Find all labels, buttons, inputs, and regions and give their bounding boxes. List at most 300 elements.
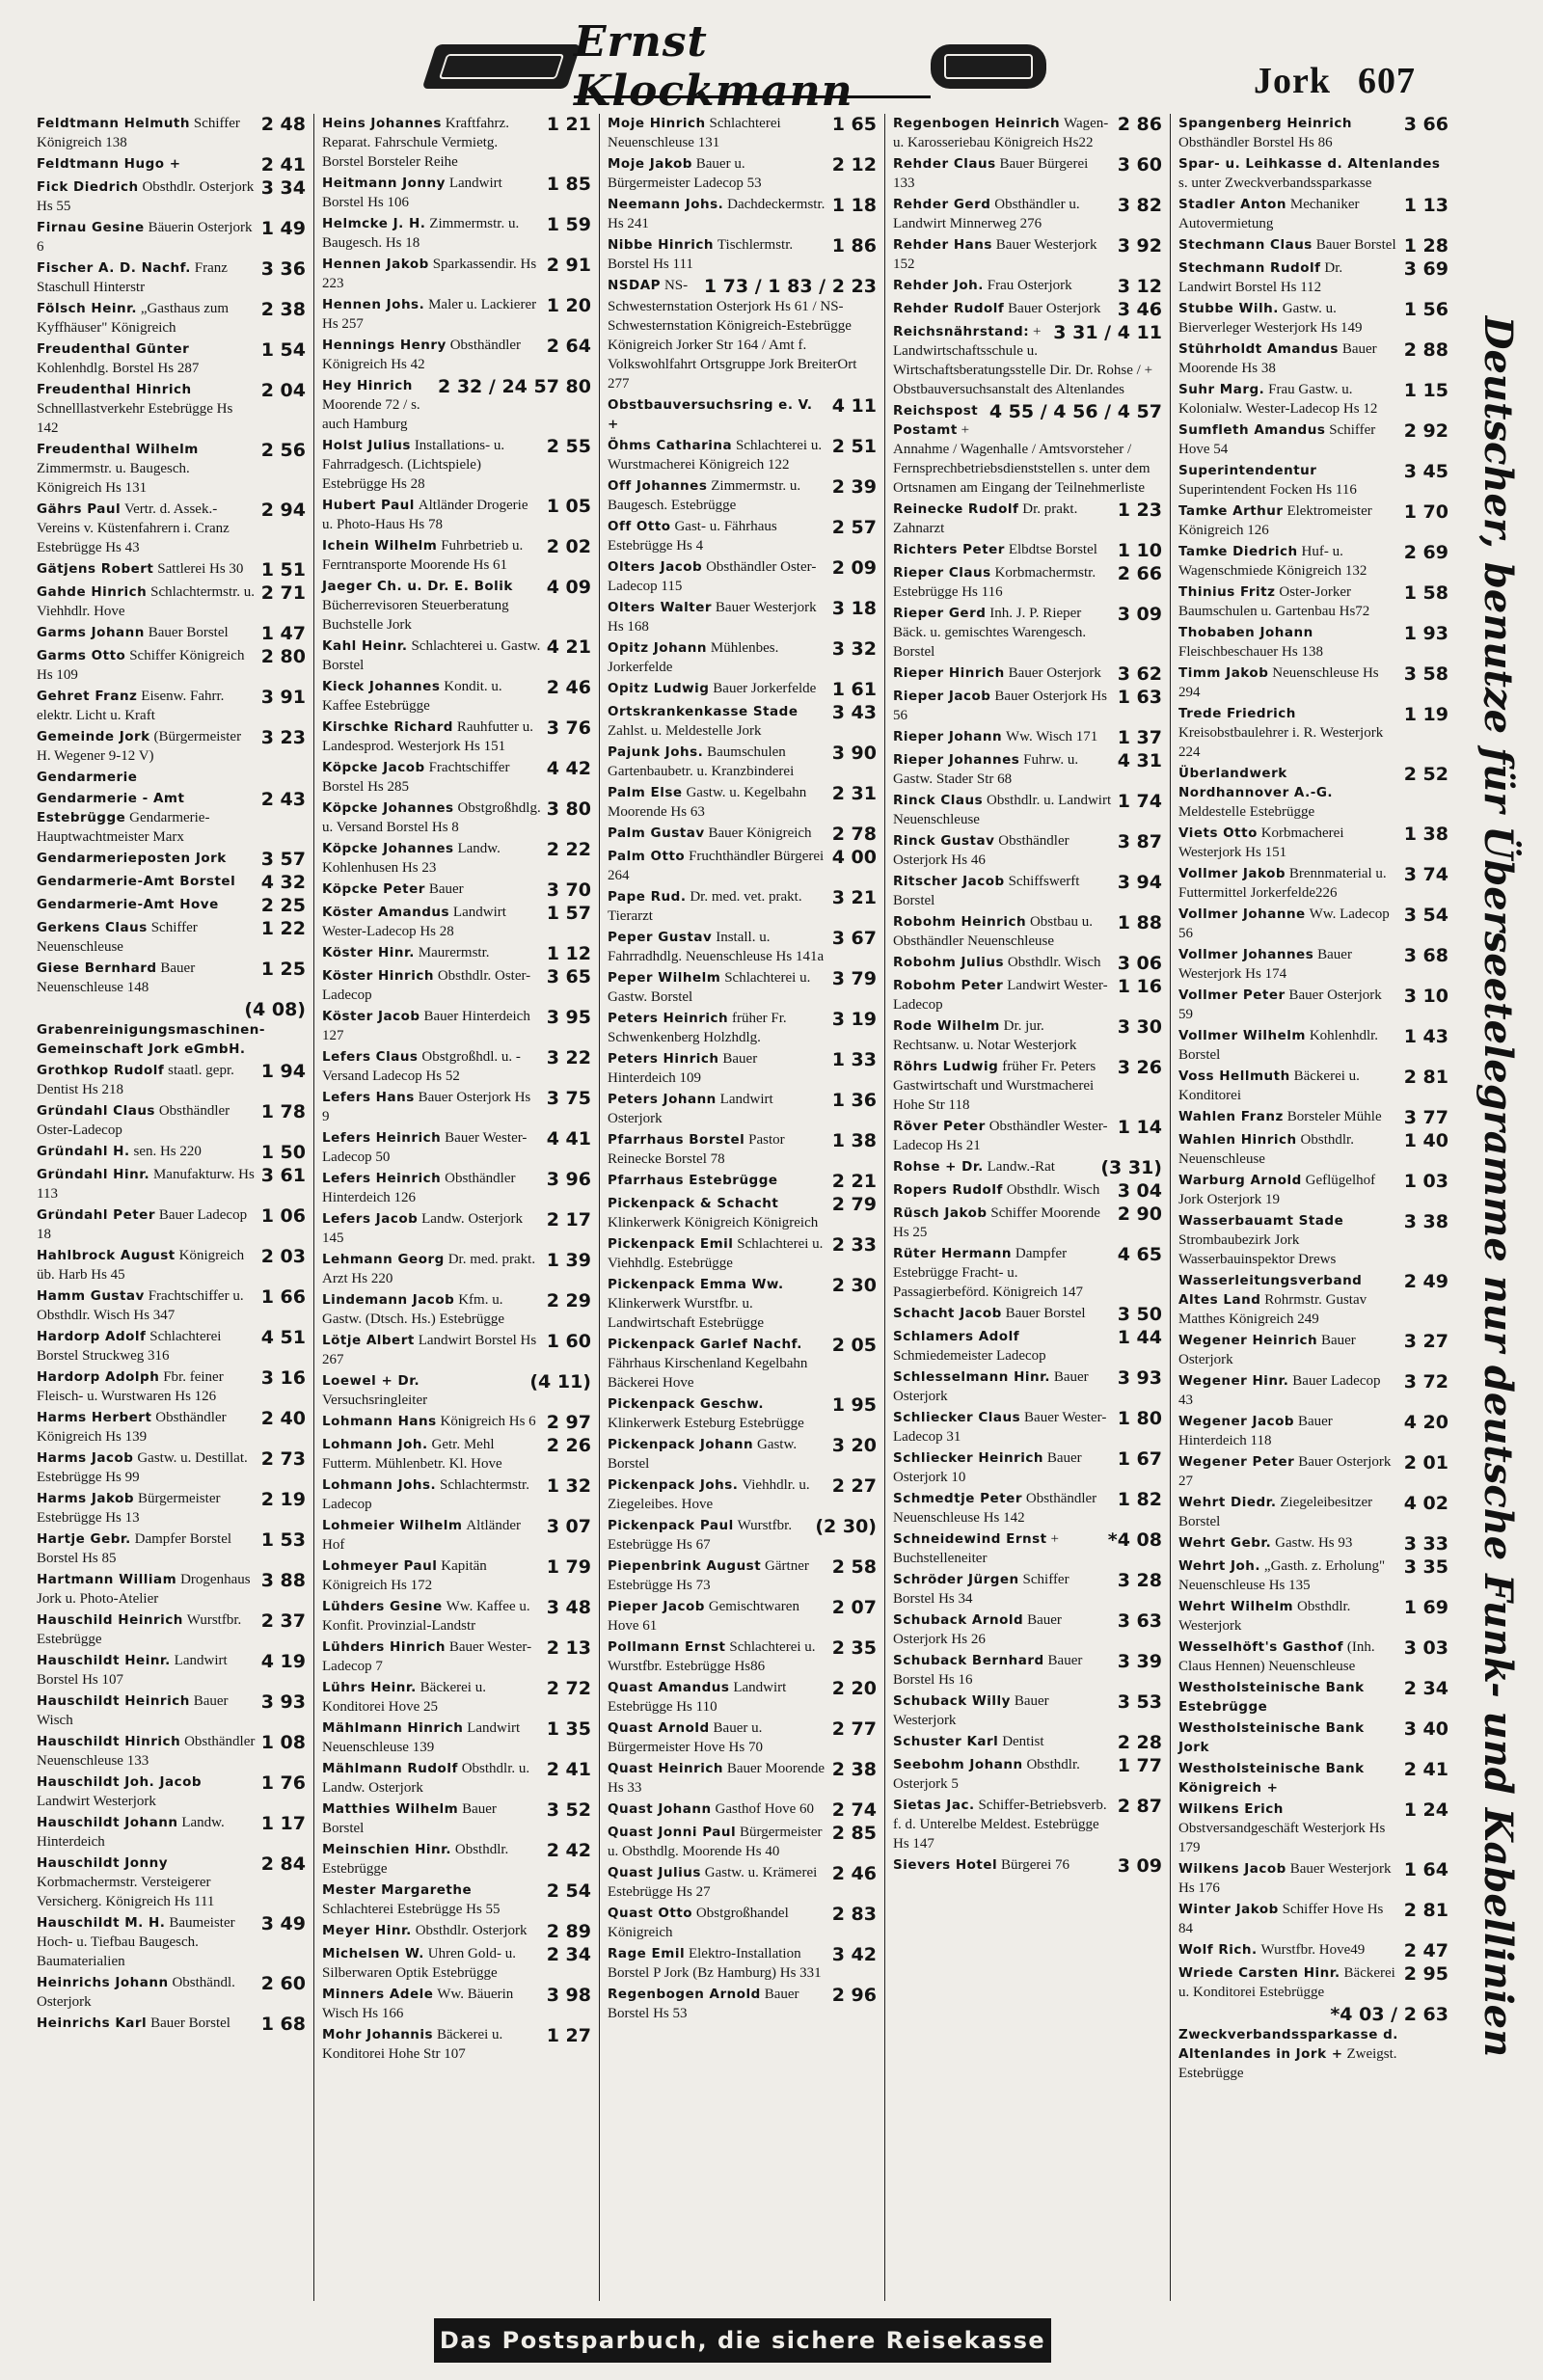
phone-number: 3 82	[1117, 195, 1162, 216]
directory-entry	[37, 999, 306, 1059]
entry-description: Kohlenhdlr. Borstel	[1178, 1028, 1379, 1063]
phone-number: 3 39	[1117, 1651, 1162, 1672]
directory-entry	[37, 218, 306, 257]
entry-name: Schuback Willy	[893, 1693, 1011, 1709]
entry-name: Heitmann Jonny	[322, 176, 446, 191]
phone-number: (3 31)	[1100, 1157, 1162, 1178]
directory-entry	[1178, 1940, 1448, 1961]
entry-name: Michelsen W.	[322, 1946, 424, 1961]
entry-description: Kreisobstbaulehrer i. R. Westerjork 224	[1178, 725, 1384, 760]
entry-description: Bauer u. Bürgermeister Ladecop 53	[608, 156, 762, 191]
phone-number: 1 44	[1117, 1327, 1162, 1348]
directory-entry	[893, 1180, 1162, 1202]
phone-number: 3 76	[546, 717, 591, 739]
phone-number: 3 38	[1403, 1211, 1448, 1232]
phone-number: 3 49	[260, 1913, 306, 1934]
directory-entry	[893, 750, 1162, 789]
entry-name: Gährs Paul	[37, 501, 122, 517]
entry-name: Ropers Rudolf	[893, 1182, 1003, 1198]
directory-entry	[1178, 1171, 1448, 1209]
directory-entry	[608, 1516, 877, 1555]
entry-name: Lefers Heinrich	[322, 1171, 442, 1186]
entry-description: Schiffer Borstel Hs 34	[893, 1572, 1069, 1607]
phone-number: 2 40	[260, 1408, 306, 1429]
directory-entry	[608, 154, 877, 193]
entry-name: Köpcke Peter	[322, 881, 425, 897]
entry-description: Obsthändler Königreich Hs 139	[37, 1410, 227, 1445]
directory-entry	[893, 1448, 1162, 1487]
phone-number: 1 82	[1117, 1489, 1162, 1510]
directory-entry	[893, 1304, 1162, 1325]
phone-number: 2 21	[831, 1171, 877, 1192]
entry-name: Garms Otto	[37, 648, 126, 663]
directory-entry	[1178, 1026, 1448, 1065]
entry-name: Rinck Gustav	[893, 833, 995, 849]
entry-name: Suhr Marg.	[1178, 382, 1265, 397]
entry-name: Schlamers Adolf	[893, 1329, 1020, 1344]
phone-number: 2 94	[260, 500, 306, 521]
entry-name: Pickenpack Emil	[608, 1236, 734, 1252]
entry-description: Wurstfbr. Hove49	[1260, 1942, 1366, 1958]
entry-description: Install. u. Fahrradhdlg. Neuenschleuse Hs 141a	[608, 930, 825, 964]
entry-name: Obstbauversuchsring e. V. +	[608, 397, 813, 432]
phone-number: 4 19	[260, 1651, 306, 1672]
phone-number: 2 38	[260, 299, 306, 320]
entry-name: Tamke Diedrich	[1178, 544, 1298, 559]
entry-name: Pickenpack & Schacht	[608, 1196, 779, 1211]
entry-name: Schliecker Heinrich	[893, 1450, 1043, 1466]
directory-entry	[37, 559, 306, 581]
phone-number: 1 28	[1403, 235, 1448, 257]
entry-name: Gründahl Hinr.	[37, 1167, 150, 1182]
entry-description: Gastw. u. Krämerei Estebrügge Hs 27	[608, 1865, 818, 1900]
entry-description: Bäckerei u. Konditorei Estebrügge	[1178, 1965, 1395, 2000]
entry-description: Elektro-Installation Borstel P Jork (Bz Hamburg) Hs 331	[608, 1946, 822, 1981]
directory-entry	[322, 496, 591, 534]
directory-entry	[322, 1880, 591, 1919]
directory-entry	[893, 1244, 1162, 1302]
directory-entry	[322, 903, 591, 941]
entry-name: Peper Gustav	[608, 930, 713, 945]
phone-number: 2 54	[546, 1880, 591, 1902]
entry-name: Rieper Johann	[893, 729, 1003, 744]
directory-entry	[608, 702, 877, 741]
entry-name: Hauschildt M. H.	[37, 1915, 166, 1931]
directory-entry	[1178, 542, 1448, 581]
entry-name: Köpcke Jacob	[322, 760, 425, 775]
entry-description: Brennmaterial u. Futtermittel Jorkerfelde226	[1178, 866, 1387, 901]
directory-entry	[608, 598, 877, 636]
phone-number: 3 77	[1403, 1107, 1448, 1128]
entry-description: Fleischbeschauer Hs 138	[1178, 644, 1323, 660]
directory-entry	[608, 1863, 877, 1902]
entry-description: Bürgermeister Estebrügge Hs 13	[37, 1491, 221, 1526]
directory-entry	[37, 258, 306, 297]
entry-name: Hahlbrock August	[37, 1248, 176, 1263]
entry-description: früher Fr. Schwenkenberg Holzhdlg.	[608, 1011, 787, 1045]
phone-number: 3 60	[1117, 154, 1162, 176]
entry-name: Rieper Gerd	[893, 606, 987, 621]
entry-description: Getr. Mehl Futterm. Mühlenbetr. Kl. Hove	[322, 1437, 502, 1472]
entry-name: Schmedtje Peter	[893, 1491, 1022, 1506]
entry-name: Wilkens Jacob	[1178, 1861, 1286, 1877]
directory-entry	[1178, 114, 1448, 152]
phone-number: 2 92	[1403, 420, 1448, 442]
directory-entry	[1178, 195, 1448, 233]
entry-name: Hauschildt Johann	[37, 1815, 178, 1830]
directory-entry	[608, 114, 877, 152]
directory-entry	[893, 604, 1162, 662]
phone-number: 1 65	[831, 114, 877, 135]
entry-name: Freudenthal Günter	[37, 341, 190, 357]
phone-number: 1 15	[1403, 380, 1448, 401]
directory-entry	[37, 582, 306, 621]
entry-description: Bauer Borstel Hs 53	[608, 1987, 799, 2021]
directory-entry	[893, 1367, 1162, 1406]
entry-description: Versuchsringleiter	[322, 1393, 428, 1408]
directory-entry	[322, 1985, 591, 2023]
entry-name: Reichspost Postamt	[893, 403, 979, 438]
entry-description: staatl. gepr. Dentist Hs 218	[37, 1063, 234, 1097]
entry-description: s. unter Zweckverbandssparkasse	[1178, 176, 1372, 191]
entry-description: Gastw. Hs 93	[1275, 1535, 1353, 1551]
entry-name: Rehder Claus	[893, 156, 996, 172]
phone-number: 2 87	[1117, 1796, 1162, 1817]
directory-entry	[1178, 582, 1448, 621]
directory-entry	[608, 1637, 877, 1676]
entry-description: Korbmacherei Westerjork Hs 151	[1178, 825, 1344, 860]
entry-description: Landwirt Osterjork	[608, 1092, 773, 1126]
entry-description: Strombaubezirk Jork Wasserbauinspektor Drews	[1178, 1232, 1337, 1267]
entry-name: Köpcke Johannes	[322, 841, 454, 856]
directory-entry	[608, 1718, 877, 1757]
entry-description: Schlachtermstr. u. Viehhdlr. Hove	[37, 584, 256, 619]
phone-number: 4 42	[546, 758, 591, 779]
directory-entry	[893, 1755, 1162, 1794]
entry-name: Spangenberg Heinrich	[1178, 116, 1352, 131]
phone-number: (2 30)	[815, 1516, 877, 1537]
entry-name: Moje Jakob	[608, 156, 692, 172]
entry-name: Helmcke J. H.	[322, 216, 426, 231]
directory-entry	[322, 214, 591, 253]
phone-number: 2 38	[831, 1759, 877, 1780]
entry-name: Pape Rud.	[608, 889, 687, 905]
entry-name: Rohse + Dr.	[893, 1159, 984, 1175]
directory-entry	[1178, 623, 1448, 662]
entry-description: Altländer Drogerie u. Photo-Haus Hs 78	[322, 498, 528, 532]
directory-entry	[37, 849, 306, 870]
entry-name: Matthies Wilhelm	[322, 1801, 459, 1817]
entry-name: Schröder Jürgen	[893, 1572, 1019, 1587]
phone-number: 1 14	[1117, 1117, 1162, 1138]
directory-entry	[893, 401, 1162, 498]
entry-description: + Buchstelleneiter	[893, 1531, 1059, 1566]
directory-entry	[37, 1853, 306, 1911]
side-advertisement	[1468, 315, 1529, 2057]
entry-name: Sumfleth Amandus	[1178, 422, 1326, 438]
phone-number: 1 66	[260, 1286, 306, 1308]
phone-number: 2 34	[546, 1944, 591, 1965]
directory-entry	[322, 1759, 591, 1798]
phone-number: 1 67	[1117, 1448, 1162, 1470]
directory-entry	[322, 1412, 591, 1433]
directory-entry	[37, 623, 306, 644]
entry-description: Bäckerei u. Konditorei	[1178, 1068, 1360, 1103]
entry-name: Wasserbauamt Stade	[1178, 1213, 1344, 1229]
entry-description: Korbmachermstr. Estebrügge Hs 116	[893, 565, 1096, 600]
entry-description: Schlachterei u. Wurstmacherei Königreich 122	[608, 438, 823, 473]
entry-description: Frachtschiffer u. Obsthdlr. Wisch Hs 347	[37, 1288, 244, 1323]
phone-number: 2 48	[260, 114, 306, 135]
directory-entry	[322, 376, 591, 434]
phone-number: 3 66	[1403, 114, 1448, 135]
entry-name: Köpcke Johannes	[322, 800, 454, 816]
directory-entry	[608, 1009, 877, 1047]
phone-number: 1 27	[546, 2025, 591, 2046]
directory-entry	[37, 1651, 306, 1690]
entry-description: Landwirt Wester-Ladecop Hs 28	[322, 905, 506, 939]
entry-name: Pfarrhaus Borstel	[608, 1132, 745, 1148]
entry-description: Kondit. u. Kaffee Estebrügge	[322, 679, 502, 714]
directory-entry	[1178, 1452, 1448, 1491]
entry-name: Ritscher Jacob	[893, 874, 1005, 889]
directory-entry	[608, 1394, 877, 1433]
logo-emblem-icon	[931, 44, 1046, 89]
phone-number: 2 33	[831, 1234, 877, 1256]
directory-entry	[608, 395, 877, 434]
directory-entry	[1178, 1211, 1448, 1269]
phone-number: 3 90	[831, 743, 877, 764]
phone-number: 1 80	[1117, 1408, 1162, 1429]
entry-description: Maurermstr.	[418, 945, 490, 960]
entry-description: Frau Osterjork	[987, 278, 1072, 293]
entry-description: „Gasthaus zum Kyffhäuser" Königreich	[37, 301, 230, 336]
directory-entry	[608, 847, 877, 885]
entry-name: Gendarmerie-Amt Borstel	[37, 874, 236, 889]
directory-entry	[37, 2014, 306, 2035]
phone-number: 2 03	[260, 1246, 306, 1267]
entry-description: Huf- u. Wagenschmiede Königreich 132	[1178, 544, 1367, 579]
directory-entry	[893, 1570, 1162, 1609]
entry-name: Olters Jacob	[608, 559, 703, 575]
entry-name: Freudenthal Hinrich	[37, 382, 192, 397]
directory-entry	[322, 536, 591, 575]
phone-number: 3 91	[260, 687, 306, 708]
phone-number: 4 21	[546, 636, 591, 658]
entry-description: Gastw. Borstel	[608, 1437, 798, 1472]
phone-number: 4 02	[1403, 1493, 1448, 1514]
entry-description: Schlachterei Neuenschleuse 131	[608, 116, 781, 150]
phone-number: 1 17	[260, 1813, 306, 1834]
phone-number: 3 32	[831, 638, 877, 660]
entry-name: Wolf Rich.	[1178, 1942, 1258, 1958]
entry-name: Rehder Gerd	[893, 197, 991, 212]
phone-number: (4 11)	[529, 1371, 591, 1393]
directory-entry	[37, 1973, 306, 2012]
phone-number: 1 60	[546, 1331, 591, 1352]
entry-description: Bauer Bürgerei 133	[893, 156, 1089, 191]
directory-entry	[1178, 1718, 1448, 1757]
page-number: 607	[1358, 61, 1416, 101]
entry-name: Nibbe Hinrich	[608, 237, 715, 253]
directory-entry	[322, 174, 591, 212]
entry-description: Bauer Osterjork 27	[1178, 1454, 1392, 1489]
phone-number: 2 86	[1117, 114, 1162, 135]
phone-number: 2 35	[831, 1637, 877, 1659]
directory-entry	[1178, 864, 1448, 903]
entry-description: Bauer Wester-Ladecop 7	[322, 1639, 532, 1674]
entry-name: Lehmann Georg	[322, 1252, 445, 1267]
entry-name: Thobaben Johann	[1178, 625, 1313, 640]
entry-description: Borsteler Mühle	[1286, 1109, 1382, 1124]
phone-number: 4 09	[546, 577, 591, 598]
entry-description: Bauer Neuenschleuse 148	[37, 960, 196, 995]
entry-name: Gahde Hinrich	[37, 584, 148, 600]
entry-description: Schiffer Hove 54	[1178, 422, 1376, 457]
directory-entry	[893, 1691, 1162, 1730]
entry-description: Obsthdlr. Wisch	[1007, 955, 1101, 970]
phone-number: 3 67	[831, 928, 877, 949]
entry-description: Bauer Moorende Hs 33	[608, 1761, 826, 1796]
directory-entry	[322, 1516, 591, 1555]
directory-entry	[37, 1246, 306, 1285]
phone-number: 3 80	[546, 798, 591, 820]
directory-entry	[1178, 1533, 1448, 1555]
phone-number: 1 54	[260, 339, 306, 361]
entry-name: Hartje Gebr.	[37, 1531, 131, 1547]
directory-entry	[608, 1944, 877, 1983]
directory-entry	[608, 1171, 877, 1192]
phone-number: 3 57	[260, 849, 306, 870]
entry-description: Landw. Hinterdeich	[37, 1815, 225, 1850]
entry-description: Bauer Ladecop 18	[37, 1207, 248, 1242]
entry-name: Winter Jakob	[1178, 1902, 1279, 1917]
phone-number: 1 76	[260, 1772, 306, 1794]
entry-name: Lührs Heinr.	[322, 1680, 417, 1695]
phone-number: 2 64	[546, 336, 591, 357]
phone-number: 1 22	[260, 918, 306, 939]
phone-number: 1 39	[546, 1250, 591, 1271]
phone-number: 2 29	[546, 1290, 591, 1312]
phone-number: 3 09	[1117, 604, 1162, 625]
phone-number: 2 39	[831, 476, 877, 498]
entry-description: Bauer Westerjork Hs 168	[608, 600, 817, 635]
phone-number: 2 19	[260, 1489, 306, 1510]
entry-name: Gründahl H.	[37, 1144, 130, 1159]
entry-name: Grabenreinigungsmaschinen-Gemeinschaft Jork eGmbH.	[37, 1022, 265, 1057]
phone-number: 1 88	[1117, 912, 1162, 933]
entry-description: Bauer Borstel	[1315, 237, 1396, 253]
phone-number: 3 65	[546, 966, 591, 987]
directory-entry	[322, 1209, 591, 1248]
entry-name: Gründahl Claus	[37, 1103, 155, 1119]
directory-entry	[893, 276, 1162, 297]
phone-number: 1 37	[1117, 727, 1162, 748]
entry-name: Pfarrhaus Estebrügge	[608, 1173, 778, 1188]
phone-number: 2 57	[831, 517, 877, 538]
phone-number: (4 08)	[244, 999, 306, 1020]
entry-name: Timm Jakob	[1178, 665, 1269, 681]
entry-name: Lefers Hans	[322, 1090, 415, 1105]
entry-description: Obsthdlr. Estebrügge	[322, 1842, 509, 1877]
entry-name: Peters Johann	[608, 1092, 717, 1107]
entry-name: Pickenpack Garlef Nachf.	[608, 1337, 802, 1352]
phone-number: 2 32 / 24 57 80	[438, 376, 591, 397]
directory-entry	[893, 1610, 1162, 1649]
entry-name: Hennen Jakob	[322, 257, 429, 272]
phone-number: 1 47	[260, 623, 306, 644]
phone-number: 3 70	[546, 879, 591, 901]
entry-description: Obsthändler Osterjork Hs 46	[893, 833, 1069, 868]
directory-entry	[322, 1718, 591, 1757]
phone-number: 3 21	[831, 887, 877, 908]
entry-description: Baumeister Hoch- u. Tiefbau Baugesch. Baumaterialien	[37, 1915, 235, 1969]
directory-entry	[1178, 154, 1448, 193]
directory-entry	[322, 839, 591, 878]
phone-number: 3 42	[831, 1944, 877, 1965]
phone-number: 3 58	[1403, 663, 1448, 685]
entry-description: Bauer Osterjork	[893, 1369, 1089, 1404]
phone-number: 2 90	[1117, 1204, 1162, 1225]
directory-entry	[1178, 1412, 1448, 1450]
phone-number: 3 45	[1403, 461, 1448, 482]
entry-description: Zimmermstr. u. Baugesch. Estebrügge	[608, 478, 801, 513]
phone-number: 2 97	[546, 1412, 591, 1433]
entry-description: Obsthändler Wester-Ladecop Hs 21	[893, 1119, 1108, 1153]
entry-name: Moje Hinrich	[608, 116, 706, 131]
entry-description: Obsthändler Hinterdeich 126	[322, 1171, 516, 1205]
entry-description: Obsthdlr. u. Landwirt Neuenschleuse	[893, 793, 1112, 827]
phone-number: 1 13	[1403, 195, 1448, 216]
directory-entry	[322, 336, 591, 374]
entry-name: Mählmann Rudolf	[322, 1761, 458, 1776]
phone-number: 3 04	[1117, 1180, 1162, 1202]
phone-number: 2 22	[546, 839, 591, 860]
phone-number: 1 25	[260, 959, 306, 980]
entry-name: Seebohm Johann	[893, 1757, 1023, 1772]
directory-entry	[608, 1090, 877, 1128]
directory-entry	[37, 1610, 306, 1649]
entry-description: Schlachterei u. Gastw. Borstel	[322, 638, 541, 673]
phone-number: 3 93	[1117, 1367, 1162, 1389]
phone-number: 1 74	[1117, 791, 1162, 812]
phone-number: 3 62	[1117, 663, 1162, 685]
entry-description: Ww. Bäuerin Wisch Hs 166	[322, 1987, 514, 2021]
directory-entry	[1178, 1107, 1448, 1128]
phone-number: 1 95	[831, 1394, 877, 1416]
entry-name: Voss Hellmuth	[1178, 1068, 1290, 1084]
directory-entry	[322, 1637, 591, 1676]
entry-name: Lohmann Johs.	[322, 1477, 437, 1493]
entry-name: Pajunk Johs.	[608, 744, 704, 760]
entry-name: Vollmer Johannes	[1178, 947, 1314, 962]
phone-number: 2 79	[831, 1194, 877, 1215]
phone-number: 2 80	[260, 646, 306, 667]
entry-name: Robohm Heinrich	[893, 914, 1027, 930]
directory-entry	[322, 1435, 591, 1474]
entry-name: Stadler Anton	[1178, 197, 1286, 212]
entry-name: Quast Julius	[608, 1865, 701, 1880]
directory-entry	[322, 1250, 591, 1288]
directory-entry	[893, 235, 1162, 274]
entry-name: Palm Otto	[608, 849, 686, 864]
entry-name: Regenbogen Arnold	[608, 1987, 761, 2002]
entry-description: Ww. Wisch 171	[1005, 729, 1098, 744]
entry-description: Ww. Kaffee u. Konfit. Provinzial-Landstr	[322, 1599, 530, 1634]
directory-entry	[893, 1117, 1162, 1155]
entry-description: Dentist	[1002, 1734, 1044, 1749]
entry-description: Bauer Osterjork	[1178, 1333, 1356, 1367]
